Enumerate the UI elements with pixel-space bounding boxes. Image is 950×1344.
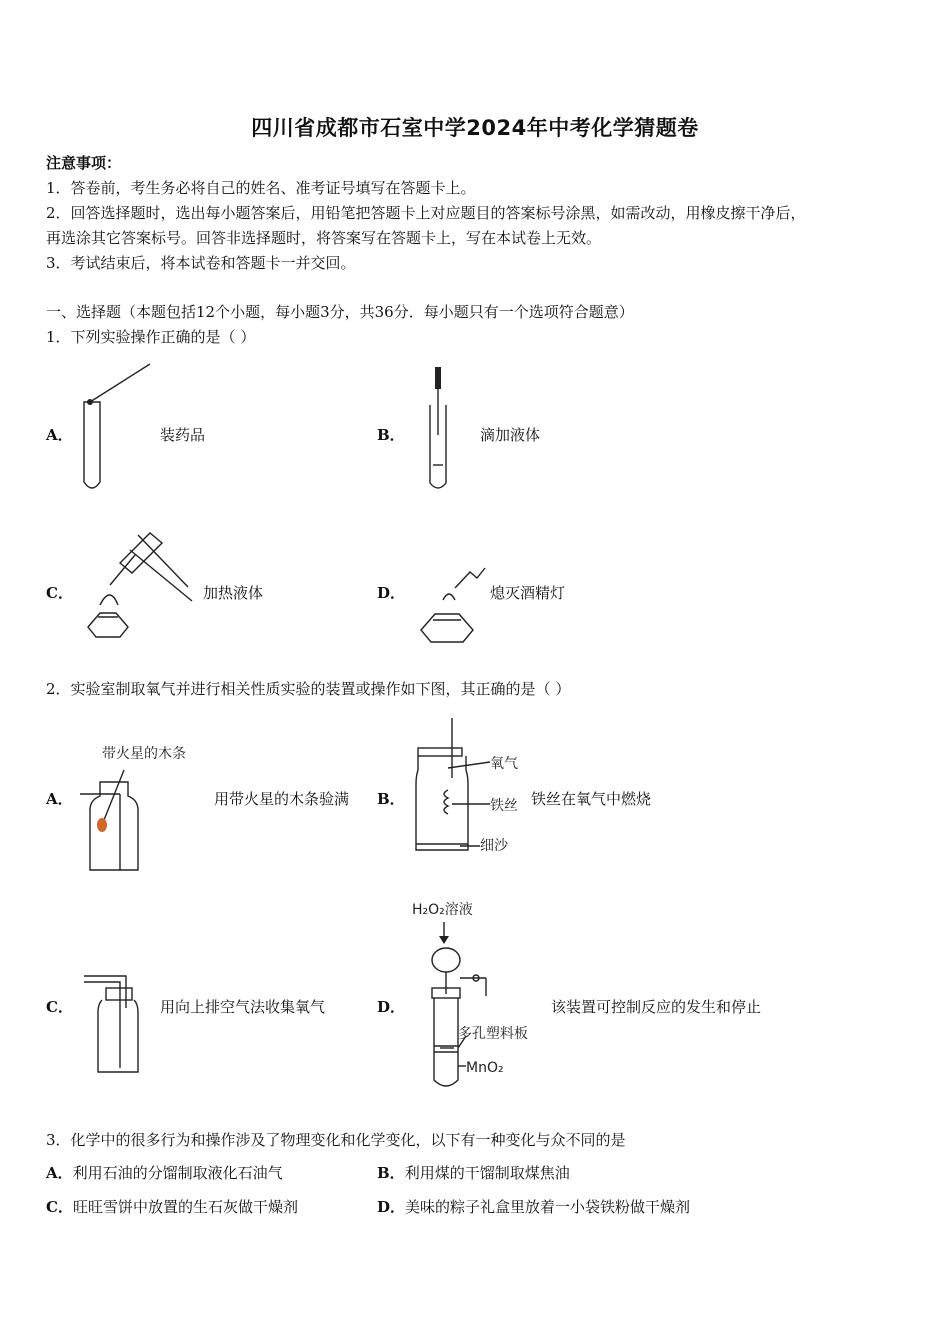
q1-option-a-letter: A． (46, 426, 73, 444)
q2-d-plate-label: 多孔塑料板 (458, 1026, 528, 1042)
q3-option-c-text: 旺旺雪饼中放置的生石灰做干燥剂 (72, 1198, 298, 1216)
q2-option-d-letter: D． (377, 998, 406, 1016)
q2-b-wire-label: 铁丝 (490, 798, 518, 814)
notice-item-3: 3．考试结束后，将本试卷和答题卡一并交回。 (46, 254, 356, 272)
q2-a-splint-label: 带火星的木条 (102, 746, 186, 762)
q2-b-oxygen-label: 氧气 (490, 756, 518, 772)
q2-option-a-text: 用带火星的木条验满 (214, 790, 350, 808)
q2-option-c-text: 用向上排空气法收集氧气 (160, 998, 326, 1016)
q3-option-a-letter: A． (46, 1164, 73, 1182)
q3-option-c-letter: C． (46, 1198, 73, 1216)
q1-d-alcohol-lamp-figure (415, 558, 495, 648)
q2-b-sand-label: 细沙 (480, 838, 508, 854)
q1-option-a-text: 装药品 (160, 426, 206, 444)
q2-b-iron-wire-figure (410, 718, 530, 858)
notice-heading: 注意事项： (46, 154, 122, 172)
q3-option-b-text: 利用煤的干馏制取煤焦油 (404, 1164, 570, 1182)
q2-a-splint-figure (80, 740, 220, 880)
section-heading: 一、选择题（本题包括12个小题，每小题3分，共36分．每小题只有一个选项符合题意） (46, 303, 634, 321)
q2-d-h2o2-label: H₂O₂溶液 (412, 902, 473, 918)
notice-item-2: 2．回答选择题时，选出每小题答案后，用铅笔把答题卡上对应题目的答案标号涂黑，如需改动，用橡皮擦干净后， (46, 204, 806, 222)
q1-option-c-text: 加热液体 (203, 584, 264, 602)
q1-option-d-letter: D． (377, 584, 406, 602)
notice-item-1: 1．答卷前，考生务必将自己的姓名、准考证号填写在答题卡上。 (46, 179, 476, 197)
q2-d-apparatus-figure (410, 898, 555, 1094)
q2-option-b-text: 铁丝在氧气中燃烧 (531, 790, 652, 808)
q3-option-a-text: 利用石油的分馏制取液化石油气 (72, 1164, 283, 1182)
q1-option-d-text: 熄灭酒精灯 (490, 584, 566, 602)
q2-d-mno2-label: MnO₂ (466, 1060, 504, 1076)
notice-item-2-cont: 再选涂其它答案标号。回答非选择题时，将答案写在答题卡上，写在本试卷上无效。 (46, 229, 602, 247)
q2-option-c-letter: C． (46, 998, 73, 1016)
question-3-stem: 3．化学中的很多行为和操作涉及了物理变化和化学变化，以下有一种变化与众不同的是 (46, 1131, 626, 1149)
q2-option-a-letter: A． (46, 790, 73, 808)
q2-option-d-text: 该装置可控制反应的发生和停止 (551, 998, 762, 1016)
q1-a-test-tube-figure (70, 362, 160, 494)
q1-option-b-text: 滴加液体 (480, 426, 541, 444)
q1-c-heating-figure (80, 525, 200, 645)
q2-c-gas-bottle-figure (80, 968, 160, 1078)
q1-option-c-letter: C． (46, 584, 73, 602)
q1-b-dropper-figure (420, 365, 460, 495)
q3-option-d-letter: D． (377, 1198, 406, 1216)
question-1-stem: 1．下列实验操作正确的是（ ） (46, 328, 256, 346)
q3-option-b-letter: B． (377, 1164, 405, 1182)
q1-option-b-letter: B． (377, 426, 405, 444)
page-title: 四川省成都市石室中学2024年中考化学猜题卷 (251, 116, 699, 140)
question-2-stem: 2．实验室制取氧气并进行相关性质实验的装置或操作如下图，其正确的是（ ） (46, 680, 571, 698)
q2-option-b-letter: B． (377, 790, 405, 808)
q3-option-d-text: 美味的粽子礼盒里放着一小袋铁粉做干燥剂 (405, 1198, 691, 1216)
